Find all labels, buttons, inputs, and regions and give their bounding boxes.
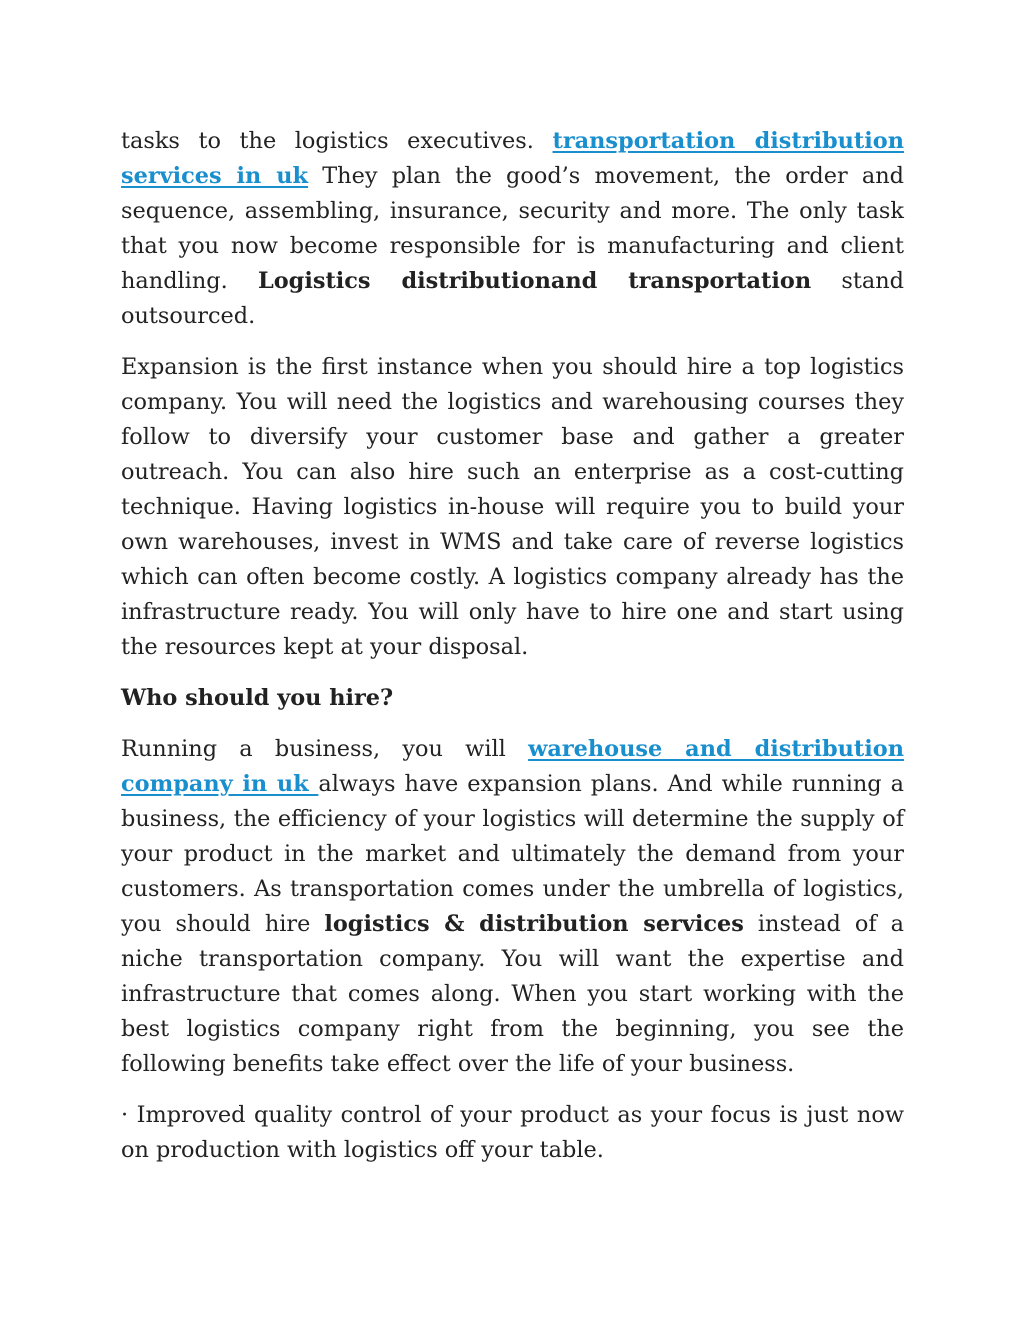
paragraph-text: They plan the good’s movement, the order and sequence, assembling, insurance, security and more. The only task that you now become responsible for is manufacturing and client handling.: [121, 163, 904, 294]
paragraph-intro: [121, 124, 904, 334]
bullet-item-quality-control: · Improved quality control of your product as your focus is just now on production with logistics off your table.: [121, 1102, 904, 1163]
paragraph-text: stand outsourced.: [121, 268, 904, 329]
document-page: [121, 124, 904, 1184]
paragraph-text: instead of a niche transportation company. You will want the expertise and infrastructure that comes along. When you start working with the best logistics company right from the beginning, you see the following benefits take effect over the life of your business.: [121, 911, 904, 1077]
section-heading: Who should you hire?: [121, 685, 394, 711]
bold-phrase: logistics & distribution services: [324, 911, 744, 937]
warehouse-distribution-link[interactable]: warehouse and distribution company in uk: [121, 736, 904, 797]
paragraph-expansion: Expansion is the first instance when you should hire a top logistics company. You will need the logistics and warehousing courses they follow to diversify your customer base and gather a greater outreach. You can also hire such an enterprise as a cost-cutting technique. Having logistics in-house will require you to build your own warehouses, invest in WMS and take care of reverse logistics which can often become costly. A logistics company already has the infrastructure ready. You will only have to hire one and start using the resources kept at your disposal.: [121, 354, 904, 660]
paragraph-text: tasks to the logistics executives.: [121, 128, 553, 154]
transportation-distribution-link[interactable]: transportation distribution services in uk: [121, 128, 904, 189]
paragraph-running-business: [121, 732, 904, 1082]
paragraph-text: always have expansion plans. And while running a business, the efficiency of your logistics will determine the supply of your product in the market and ultimately the demand from your customers. As transportation comes under the umbrella of logistics, you should hire: [121, 771, 904, 937]
bold-phrase: Logistics distributionand transportation: [258, 268, 812, 294]
paragraph-text: Running a business, you will: [121, 736, 529, 762]
